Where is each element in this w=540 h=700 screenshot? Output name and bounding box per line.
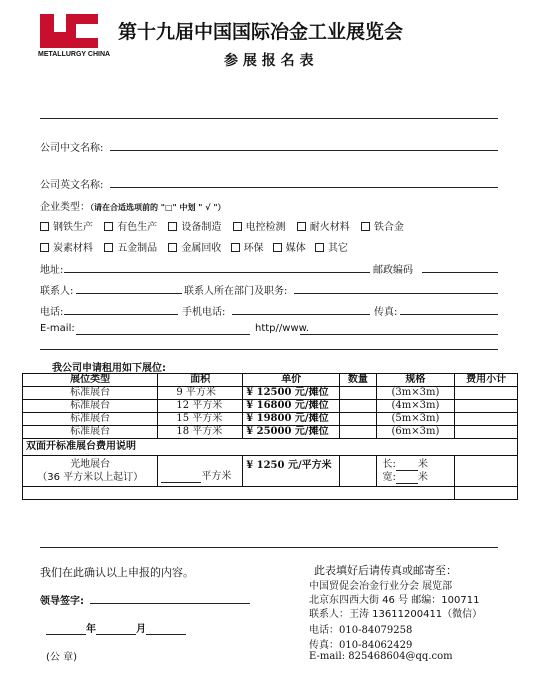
column-header: 数量 — [340, 374, 376, 387]
booth-table — [22, 373, 518, 500]
seal-label: (公 章) — [46, 652, 77, 663]
booth-intro: 我公司申请租用如下展位: — [52, 363, 166, 374]
type-option[interactable] — [40, 243, 93, 254]
type-option[interactable] — [168, 243, 221, 254]
type-option[interactable] — [231, 243, 264, 254]
checkbox[interactable] — [104, 243, 113, 252]
mobile-label: 手机电话: — [182, 307, 226, 318]
raw-space-subtotal-cell[interactable] — [455, 456, 518, 487]
day-field[interactable] — [146, 624, 186, 635]
raw-space-min: （36 平方米以上起订） — [37, 472, 144, 483]
type-option-label: 有色生产 — [117, 222, 158, 233]
month-label: 月 — [136, 624, 146, 635]
type-option-label: 五金制品 — [117, 243, 158, 254]
table-row — [23, 456, 518, 487]
double-side-note: 双面开标准展台费用说明 — [23, 439, 518, 456]
checkbox[interactable] — [168, 243, 177, 252]
raw-space-dims-cell — [376, 456, 455, 487]
column-header: 规格 — [376, 374, 455, 387]
booth-type-cell: 标准展台 — [23, 387, 158, 400]
year-label: 年 — [86, 624, 96, 635]
sign-field[interactable] — [90, 603, 250, 604]
company-en-field[interactable] — [110, 187, 498, 188]
phone-label: 电话: — [40, 307, 64, 318]
sign-label: 领导签字: — [40, 596, 84, 607]
booth-area-cell: 9 平方米 — [158, 387, 243, 400]
type-option-label: 媒体 — [285, 243, 306, 254]
raw-space-width — [383, 471, 452, 484]
type-option-label: 其它 — [327, 243, 348, 254]
type-option[interactable] — [40, 222, 93, 233]
raw-space-price-cell: ¥ 1250 元/平方米 — [243, 456, 340, 487]
fax-field[interactable] — [400, 314, 498, 315]
mobile-field[interactable] — [232, 314, 370, 315]
booth-subtotal-cell[interactable] — [455, 413, 518, 426]
logo — [40, 14, 100, 50]
logo-text: METALLURGY CHINA — [38, 51, 111, 58]
email-label: E-mail: — [40, 323, 75, 334]
booth-area-cell: 12 平方米 — [158, 400, 243, 413]
divider-middle — [40, 349, 498, 350]
dept-label: 联系人所在部门及职务: — [184, 286, 288, 297]
booth-area-cell: 15 平方米 — [158, 413, 243, 426]
checkbox[interactable] — [297, 222, 306, 231]
type-option[interactable] — [104, 243, 157, 254]
type-option-label: 铁合金 — [373, 222, 404, 233]
type-option[interactable] — [233, 222, 286, 233]
table-row — [23, 487, 518, 500]
booth-price-cell: ¥ 19800 元/摊位 — [243, 413, 340, 426]
total-blank-cell — [23, 487, 455, 500]
type-option[interactable] — [315, 243, 348, 254]
contact-person: 联系人：王涛 13611200411（微信） — [309, 609, 483, 620]
raw-space-length — [383, 458, 452, 471]
type-option-label: 钢铁生产 — [53, 222, 93, 233]
type-option-label: 金属回收 — [181, 243, 222, 254]
checkbox[interactable] — [233, 222, 242, 231]
type-option[interactable] — [104, 222, 157, 233]
width-label: 宽: — [382, 472, 396, 483]
fax-label: 传真: — [374, 307, 398, 318]
month-field[interactable] — [96, 624, 136, 635]
divider-bottom — [40, 547, 498, 548]
table-row — [23, 387, 518, 400]
booth-spec-cell: (5m×3m) — [376, 413, 455, 426]
website-field[interactable] — [300, 334, 498, 335]
raw-space-area-unit: 平方米 — [201, 471, 232, 482]
contact-tel: 电话：010-84079258 — [309, 625, 413, 636]
booth-subtotal-cell[interactable] — [455, 400, 518, 413]
booth-subtotal-cell[interactable] — [455, 426, 518, 439]
table-header-row — [23, 374, 518, 387]
raw-space-type: 光地展台 — [70, 459, 111, 470]
logo-notch-2 — [76, 24, 98, 38]
type-option[interactable] — [273, 243, 306, 254]
booth-subtotal-cell[interactable] — [455, 387, 518, 400]
contact-address: 北京东四西大街 46 号 邮编：100711 — [309, 595, 480, 606]
checkbox[interactable] — [40, 222, 49, 231]
checkbox[interactable] — [168, 222, 177, 231]
type-option[interactable] — [297, 222, 350, 233]
logo-notch — [54, 14, 66, 32]
raw-space-area-field[interactable] — [161, 472, 201, 483]
contact-field[interactable] — [76, 293, 182, 294]
address-label: 地址: — [40, 265, 64, 276]
address-field[interactable] — [64, 272, 370, 273]
postcode-label: 邮政编码 — [373, 265, 413, 276]
email-field[interactable] — [76, 334, 250, 335]
checkbox[interactable] — [40, 243, 49, 252]
table-row — [23, 439, 518, 456]
width-unit: 米 — [417, 472, 428, 483]
company-cn-label: 公司中文名称: — [40, 143, 104, 154]
enterprise-type-label: 企业类型： — [40, 202, 90, 213]
booth-type-cell: 标准展台 — [23, 426, 158, 439]
date-row — [46, 620, 186, 635]
length-field[interactable] — [396, 460, 418, 471]
booth-qty-cell[interactable] — [340, 387, 376, 400]
dept-field[interactable] — [294, 293, 498, 294]
checkbox[interactable] — [361, 222, 370, 231]
contact-heading: 此表填好后请传真或邮寄至： — [314, 564, 457, 577]
postcode-field[interactable] — [422, 272, 498, 273]
raw-space-area-cell[interactable] — [158, 456, 243, 487]
phone-field[interactable] — [64, 314, 178, 315]
length-unit: 米 — [417, 459, 428, 470]
booth-spec-cell: (4m×3m) — [376, 400, 455, 413]
total-cell[interactable] — [455, 487, 518, 500]
booth-area-cell: 18 平方米 — [158, 426, 243, 439]
website-label: http//www. — [255, 323, 310, 334]
page-title: 第十九届中国国际冶金工业展览会 — [118, 21, 404, 43]
booth-price-cell: ¥ 25000 元/摊位 — [243, 426, 340, 439]
type-option-label: 炭素材料 — [53, 243, 93, 254]
column-header: 单价 — [243, 374, 340, 387]
length-label: 长: — [382, 459, 396, 470]
divider-top — [40, 118, 498, 119]
booth-spec-cell: (6m×3m) — [376, 426, 455, 439]
checkbox[interactable] — [231, 243, 240, 252]
booth-qty-cell[interactable] — [340, 400, 376, 413]
booth-type-cell: 标准展台 — [23, 400, 158, 413]
year-field[interactable] — [46, 624, 86, 635]
checkbox[interactable] — [104, 222, 113, 231]
enterprise-type-hint: （请在合适选项前的 "□" 中划 " √ "） — [90, 203, 226, 212]
type-option-label: 电控检测 — [245, 222, 286, 233]
type-option-label: 设备制造 — [181, 222, 222, 233]
checkbox[interactable] — [273, 243, 282, 252]
type-option-label: 环保 — [243, 243, 264, 254]
type-options-row-2 — [40, 239, 348, 254]
type-options-row-1 — [40, 218, 404, 233]
booth-type-cell: 标准展台 — [23, 413, 158, 426]
company-cn-field[interactable] — [110, 150, 498, 151]
raw-space-qty-cell[interactable] — [340, 456, 376, 487]
booth-price-cell: ¥ 12500 元/摊位 — [243, 387, 340, 400]
table-row — [23, 426, 518, 439]
contact-org: 中国贸促会冶金行业分会 展览部 — [309, 581, 453, 592]
column-header: 面积 — [158, 374, 243, 387]
column-header: 费用小计 — [455, 374, 518, 387]
contact-email[interactable]: E-mail: 825468604@qq.com — [309, 651, 453, 662]
table-row — [23, 400, 518, 413]
type-option[interactable] — [361, 222, 404, 233]
booth-qty-cell[interactable] — [340, 426, 376, 439]
page-subtitle: 参 展 报 名 表 — [224, 53, 314, 69]
type-option-label: 耐火材料 — [309, 222, 350, 233]
enterprise-type-row — [40, 198, 226, 213]
contact-label: 联系人: — [40, 286, 74, 297]
column-header: 展位类型 — [23, 374, 158, 387]
company-en-label: 公司英文名称: — [40, 180, 104, 191]
type-option[interactable] — [168, 222, 221, 233]
booth-price-cell: ¥ 16800 元/摊位 — [243, 400, 340, 413]
table-row — [23, 413, 518, 426]
raw-space-type-cell — [23, 456, 158, 487]
contact-fax: 传真：010-84062429 — [309, 640, 413, 651]
width-field[interactable] — [396, 473, 418, 484]
checkbox[interactable] — [315, 243, 324, 252]
booth-spec-cell: (3m×3m) — [376, 387, 455, 400]
booth-qty-cell[interactable] — [340, 413, 376, 426]
confirm-text: 我们在此确认以上申报的内容。 — [40, 566, 194, 579]
